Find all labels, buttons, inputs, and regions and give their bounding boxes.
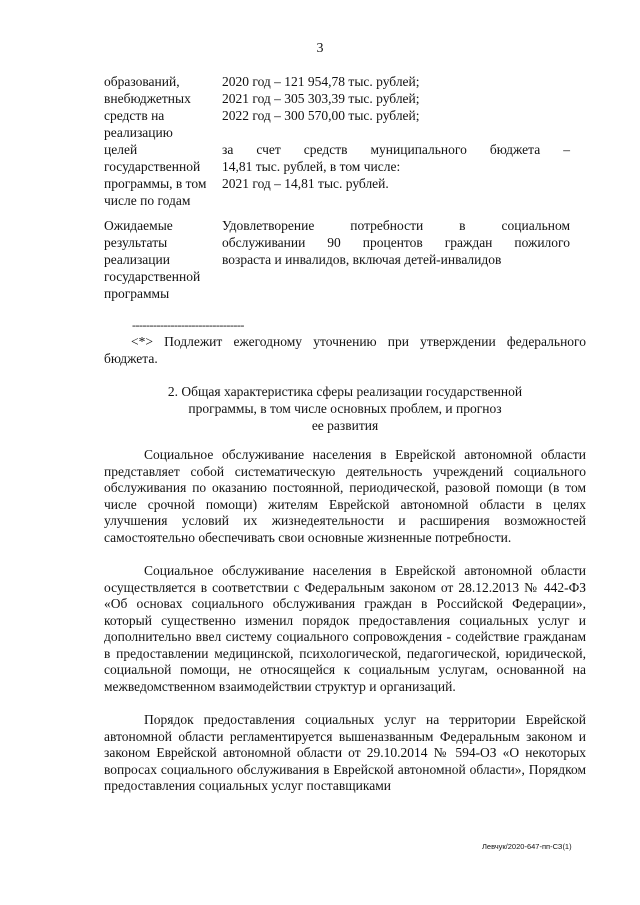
value-line: Удовлетворение потребности в социальном [222, 218, 570, 233]
label-line: реализацию [104, 125, 173, 140]
label-line: реализации [104, 252, 170, 267]
value-line: за счет средств муниципального бюджета – [222, 142, 570, 157]
label-line: Ожидаемые [104, 218, 173, 233]
passport-row-financing [104, 73, 570, 213]
heading-line: ее развития [311, 418, 379, 433]
passport-row-results [104, 217, 570, 307]
value-line: 14,81 тыс. рублей, в том числе: [222, 159, 401, 174]
value-line: 2021 год – 305 303,39 тыс. рублей; [222, 91, 420, 106]
document-code: Левчук/2020-647-пп-СЗ(1) [482, 842, 572, 851]
footnote-separator: -------------------------------- [132, 318, 244, 332]
value-line: обслуживании 90 процентов граждан пожилого [222, 235, 570, 250]
results-label [104, 217, 216, 302]
label-line: числе по годам [104, 193, 191, 208]
value-line: возраста и инвалидов, включая детей-инвалидов [222, 252, 502, 267]
label-line: государственной [104, 269, 201, 284]
footnote: <*> Подлежит ежегодному уточнению при утверждении федерального бюджета. [104, 334, 586, 366]
heading-line: 2. Общая характеристика сферы реализации государственной [167, 384, 523, 399]
paragraph-3: Порядок предоставления социальных услуг на территории Еврейской автономной области регламентируется вышеназванным Федеральным законом и законом Еврейской автономной области от 29.10.2014 № 594-ОЗ «О некоторых вопросах социального обслуживания в Еврейской автономной области», Порядком предоставления социальных услуг поставщиками [104, 712, 586, 793]
page-number: 3 [316, 41, 324, 56]
label-line: внебюджетных [104, 91, 191, 106]
label-line: результаты [104, 235, 168, 250]
financing-values [222, 73, 570, 192]
value-line: 2020 год – 121 954,78 тыс. рублей; [222, 74, 420, 89]
label-line: средств на [104, 108, 165, 123]
value-line: 2022 год – 300 570,00 тыс. рублей; [222, 108, 420, 123]
results-values [222, 217, 570, 268]
paragraph-2: Социальное обслуживание населения в Еврейской автономной области осуществляется в соответствии с Федеральным законом от 28.12.2013 № 442-ФЗ «Об основах социального обслуживания граждан в Российской Федерации», который существенно изменил порядок предоставления социальных услуг и дополнительно ввел систему социального сопровождения - содействие гражданам в предоставлении медицинской, психологической, педагогической, юридической, социальной помощи, не относящейся к социальным услугам, основанной на межведомственном взаимодействии структур и организаций. [104, 563, 586, 694]
value-line: 2021 год – 14,81 тыс. рублей. [222, 176, 389, 191]
label-line: государственной [104, 159, 201, 174]
section-heading [104, 383, 586, 434]
label-line: образований, [104, 74, 180, 89]
label-line: программы, в том [104, 176, 207, 191]
heading-line: программы, в том числе основных проблем, и прогноз [188, 401, 502, 416]
label-line: программы [104, 286, 170, 301]
financing-label [104, 73, 216, 209]
label-line: целей [104, 142, 138, 157]
paragraph-1: Социальное обслуживание населения в Еврейской автономной области представляет собой систематическую деятельность учреждений социального обслуживания по оказанию постоянной, периодической, разовой помощи (в том числе срочной помощи) жителям Еврейской автономной области в целях улучшения условий их жизнедеятельности и расширения возможностей самостоятельно обеспечивать свои основные жизненные потребности. [104, 447, 586, 545]
